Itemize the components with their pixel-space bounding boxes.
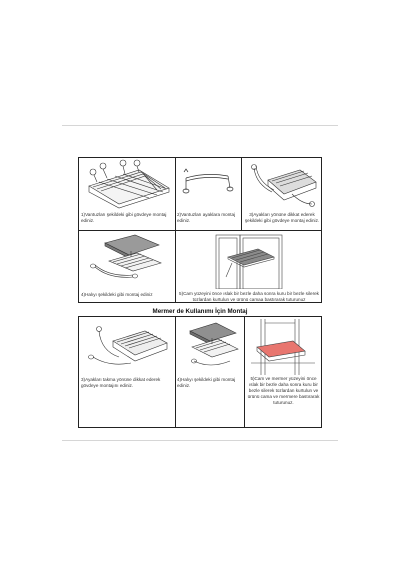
step4-illustration — [79, 231, 175, 289]
marble-mat-onto-rack-drawing — [176, 317, 244, 373]
step3-illustration — [242, 158, 321, 210]
mat-onto-rack-drawing — [79, 231, 175, 289]
leg-with-suction-cups-drawing — [176, 158, 241, 210]
step3-caption: 3)Ayakları yönüne dikkat ederek şekildeki gibi gövdeye montaj ediniz. — [244, 212, 320, 223]
step1-caption: 1)Vantuzları şekildeki gibi gövdeye montaj ediniz. — [81, 212, 167, 223]
step2-caption: 2)Vantuzları ayaklara montaj ediniz. — [177, 212, 236, 223]
step2-illustration — [176, 158, 241, 210]
marble-step4-caption: 4)Halıyı şekildeki gibi montaj ediniz. — [177, 377, 236, 388]
bottom-separator — [62, 440, 338, 441]
top-separator — [62, 125, 338, 126]
marble-step3-caption: 3)Ayakları takma yönüne dikkat ederek gövdeye montajını ediniz. — [81, 377, 161, 388]
marble-legs-onto-body-drawing — [79, 317, 175, 373]
step5-caption: 5)Cam yüzeyini önce ıslak bir bezle daha sonra kuru bir bezle silerek tozlardan kurtulun ve ürünü camaa bastırarak tuturunuz — [179, 291, 319, 302]
legs-onto-body-drawing — [242, 158, 321, 210]
step5-illustration — [176, 231, 321, 289]
rack-with-suction-cups-drawing — [79, 158, 175, 210]
step1-illustration — [79, 158, 175, 210]
step4-caption: 4)Halıyı şekildeki gibi montaj ediniz — [81, 292, 153, 297]
marble-step5-illustration — [245, 317, 321, 375]
marble-step4-illustration — [176, 317, 244, 373]
marble-section-title: Mermer de Kullanımı İçin Montaj — [152, 308, 248, 315]
marble-product-on-window-drawing — [245, 317, 321, 375]
marble-step3-illustration — [79, 317, 175, 373]
marble-step5-caption: 5)Cam ve mermer yüzeyini önce ıslak bir bezle daha sonra kuru bir bezle silerek tozlardan kurtulun ve ürünü cama ve mermere bastırarak tuturunuz. — [247, 376, 320, 405]
product-on-window-drawing — [176, 231, 321, 289]
